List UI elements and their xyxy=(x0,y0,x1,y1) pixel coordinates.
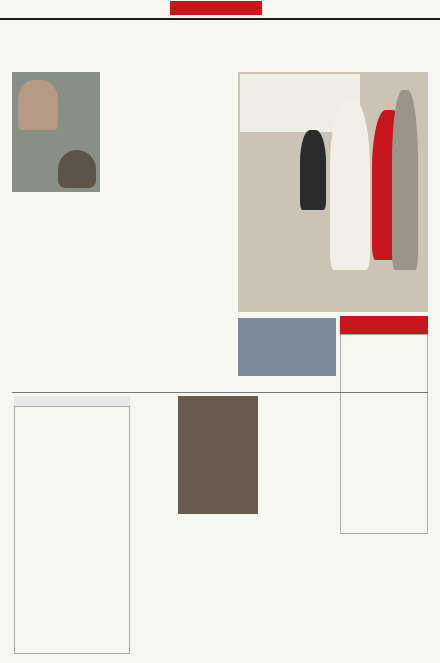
body-column-4 xyxy=(162,72,198,202)
body-column-5 xyxy=(142,210,196,380)
child-figure-helmet xyxy=(392,90,418,270)
bottom-body-text xyxy=(178,552,428,656)
musical-photo xyxy=(238,318,336,376)
child-photo xyxy=(58,150,96,188)
body-column-8 xyxy=(262,396,336,516)
feature-box-text xyxy=(344,340,394,530)
feature-box-title xyxy=(340,316,428,334)
mother-photo xyxy=(18,80,58,130)
father-figure xyxy=(300,130,326,210)
masthead-bar xyxy=(170,1,262,15)
body-column-2 xyxy=(90,196,138,376)
sidebar-box-text xyxy=(18,410,84,650)
body-column-6 xyxy=(198,232,236,382)
body-column-7 xyxy=(132,500,174,650)
sidebar-box-title xyxy=(14,396,130,406)
mother-figure xyxy=(330,100,370,270)
second-family-photo xyxy=(178,396,258,514)
body-column-1 xyxy=(12,196,62,376)
section-divider xyxy=(12,392,428,393)
body-column-3 xyxy=(104,72,160,202)
